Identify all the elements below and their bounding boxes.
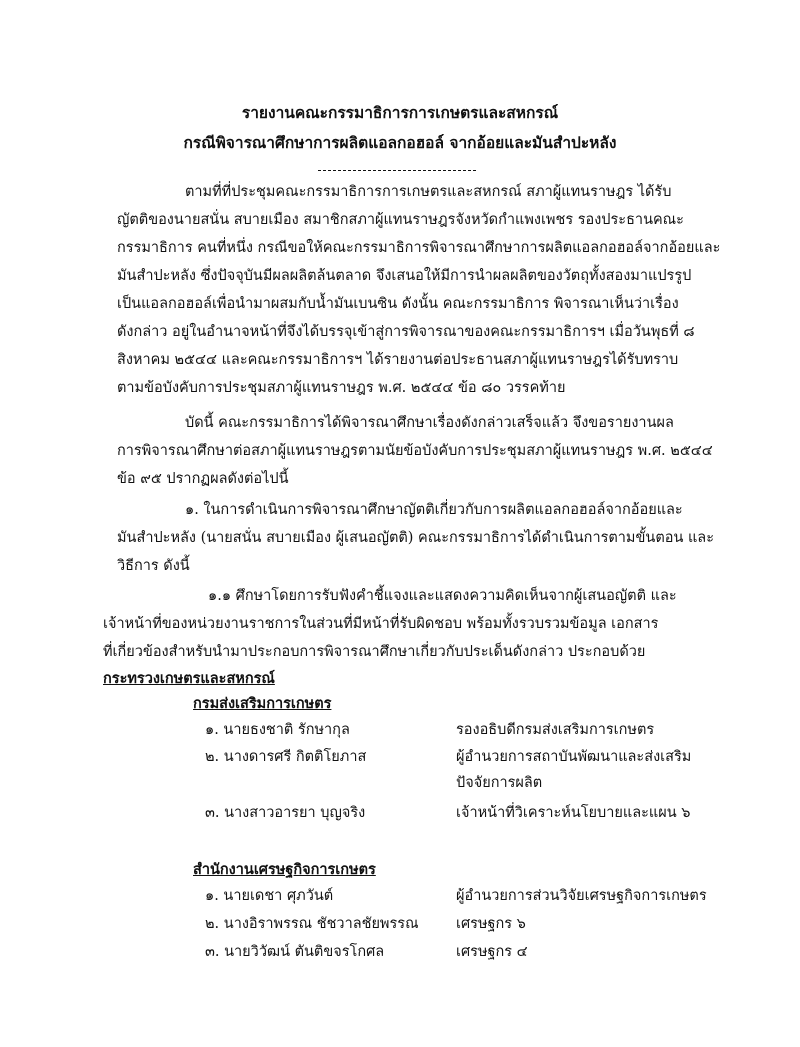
report-title: รายงานคณะกรรมาธิการการเกษตรและสหกรณ์	[241, 103, 559, 122]
dept1-row2-position: ผู้อำนวยการสถาบันพัฒนาและส่งเสริม	[456, 749, 692, 765]
dept2-row2-name: ๒. นางอิราพรรณ ชัชวาลชัยพรรณ	[205, 916, 419, 932]
para4-line-3: ที่เกี่ยวข้องสำหรับนำมาประกอบการพิจารณาศึกษาเกี่ยวกับประเด็นดังกล่าว ประกอบด้วย	[103, 644, 646, 660]
para2-line-2: การพิจารณาศึกษาต่อสภาผู้แทนราษฎรตามนัยข้อบังคับการประชุมสภาผู้แทนราษฎร พ.ศ. ๒๕๔๔	[117, 443, 713, 459]
dept2-row1-position: ผู้อำนวยการส่วนวิจัยเศรษฐกิจการเกษตร	[456, 888, 707, 904]
ministry-heading: กระทรวงเกษตรและสหกรณ์	[103, 670, 275, 687]
para1-line-3: กรรมาธิการ คนที่หนึ่ง กรณีขอให้คณะกรรมาธิการพิจารณาศึกษาการผลิตแอลกอฮอล์จากอ้อยและ	[117, 240, 721, 256]
para1-line-7: สิงหาคม ๒๕๔๔ และคณะกรรมาธิการฯ ได้รายงานต่อประธานสภาผู้แทนราษฎรได้รับทราบ	[117, 352, 679, 368]
para2-line-3: ข้อ ๙๕ ปรากฏผลดังต่อไปนี้	[117, 471, 289, 487]
dept2-row1-name: ๑. นายเดชา ศุภวันต์	[205, 888, 334, 904]
para3-line-2: มันสำปะหลัง (นายสนั่น สบายเมือง ผู้เสนอญัตติ) คณะกรรมาธิการได้ดำเนินการตามขั้นตอน และ	[117, 530, 714, 546]
para1-line-8: ตามข้อบังคับการประชุมสภาผู้แทนราษฎร พ.ศ. ๒๕๔๔ ข้อ ๘๐ วรรคท้าย	[117, 380, 566, 396]
para4-line-2: เจ้าหน้าที่ของหน่วยงานราชการในส่วนที่มีหน้าที่รับผิดชอบ พร้อมทั้งรวบรวมข้อมูล เอกสาร	[103, 616, 659, 632]
title-divider	[318, 170, 476, 171]
dept1-row1-name: ๑. นายธงชาติ รักษากุล	[205, 722, 350, 738]
para1-line-6: ดังกล่าว อยู่ในอำนาจหน้าที่จึงได้บรรจุเข้าสู่การพิจารณาของคณะกรรมาธิการฯ เมื่อวันพุธที่ ๘	[117, 324, 695, 340]
para2-line-1: บัดนี้ คณะกรรมาธิการได้พิจารณาศึกษาเรื่องดังกล่าวเสร็จแล้ว จึงขอรายงานผล	[185, 415, 674, 431]
dept1-heading: กรมส่งเสริมการเกษตร	[193, 695, 332, 712]
dept2-heading: สำนักงานเศรษฐกิจการเกษตร	[193, 861, 376, 878]
dept1-row2-name: ๒. นางดารศรี กิตติโยภาส	[205, 749, 367, 765]
report-subtitle: กรณีพิจารณาศึกษาการผลิตแอลกอฮอล์ จากอ้อยและมันสำปะหลัง	[183, 133, 617, 152]
dept1-row3-name: ๓. นางสาวอารยา บุญจริง	[205, 805, 366, 821]
para1-line-1: ตามที่ที่ประชุมคณะกรรมาธิการการเกษตรและสหกรณ์ สภาผู้แทนราษฎร ได้รับ	[185, 184, 672, 200]
dept2-row2-position: เศรษฐกร ๖	[456, 916, 526, 932]
dept1-row1-position: รองอธิบดีกรมส่งเสริมการเกษตร	[456, 722, 655, 738]
dept2-row3-name: ๓. นายวิวัฒน์ ตันติขจรโกศล	[205, 944, 385, 960]
dept2-row3-position: เศรษฐกร ๔	[456, 944, 528, 960]
para1-line-5: เป็นแอลกอฮอล์เพื่อนำมาผสมกับน้ำมันเบนซิน ดังนั้น คณะกรรมาธิการ พิจารณาเห็นว่าเรื่อง	[117, 296, 679, 312]
para3-line-3: วิธีการ ดังนี้	[117, 558, 190, 574]
dept1-row2-position-cont: ปัจจัยการผลิต	[456, 775, 543, 791]
para1-line-2: ญัตติของนายสนั่น สบายเมือง สมาชิกสภาผู้แทนราษฎรจังหวัดกำแพงเพชร รองประธานคณะ	[117, 212, 684, 228]
para4-line-1: ๑.๑ ศึกษาโดยการรับฟังคำชี้แจงและแสดงความคิดเห็นจากผู้เสนอญัตติ และ	[208, 588, 677, 604]
para3-line-1: ๑. ในการดำเนินการพิจารณาศึกษาญัตติเกี่ยวกับการผลิตแอลกอฮอล์จากอ้อยและ	[185, 502, 683, 518]
dept1-row3-position: เจ้าหน้าที่วิเคราะห์นโยบายและแผน ๖	[456, 805, 691, 821]
para1-line-4: มันสำปะหลัง ซึ่งปัจจุบันมีผลผลิตล้นตลาด จึงเสนอให้มีการนำผลผลิตของวัตถุทั้งสองมาแปรรูป	[117, 268, 692, 284]
